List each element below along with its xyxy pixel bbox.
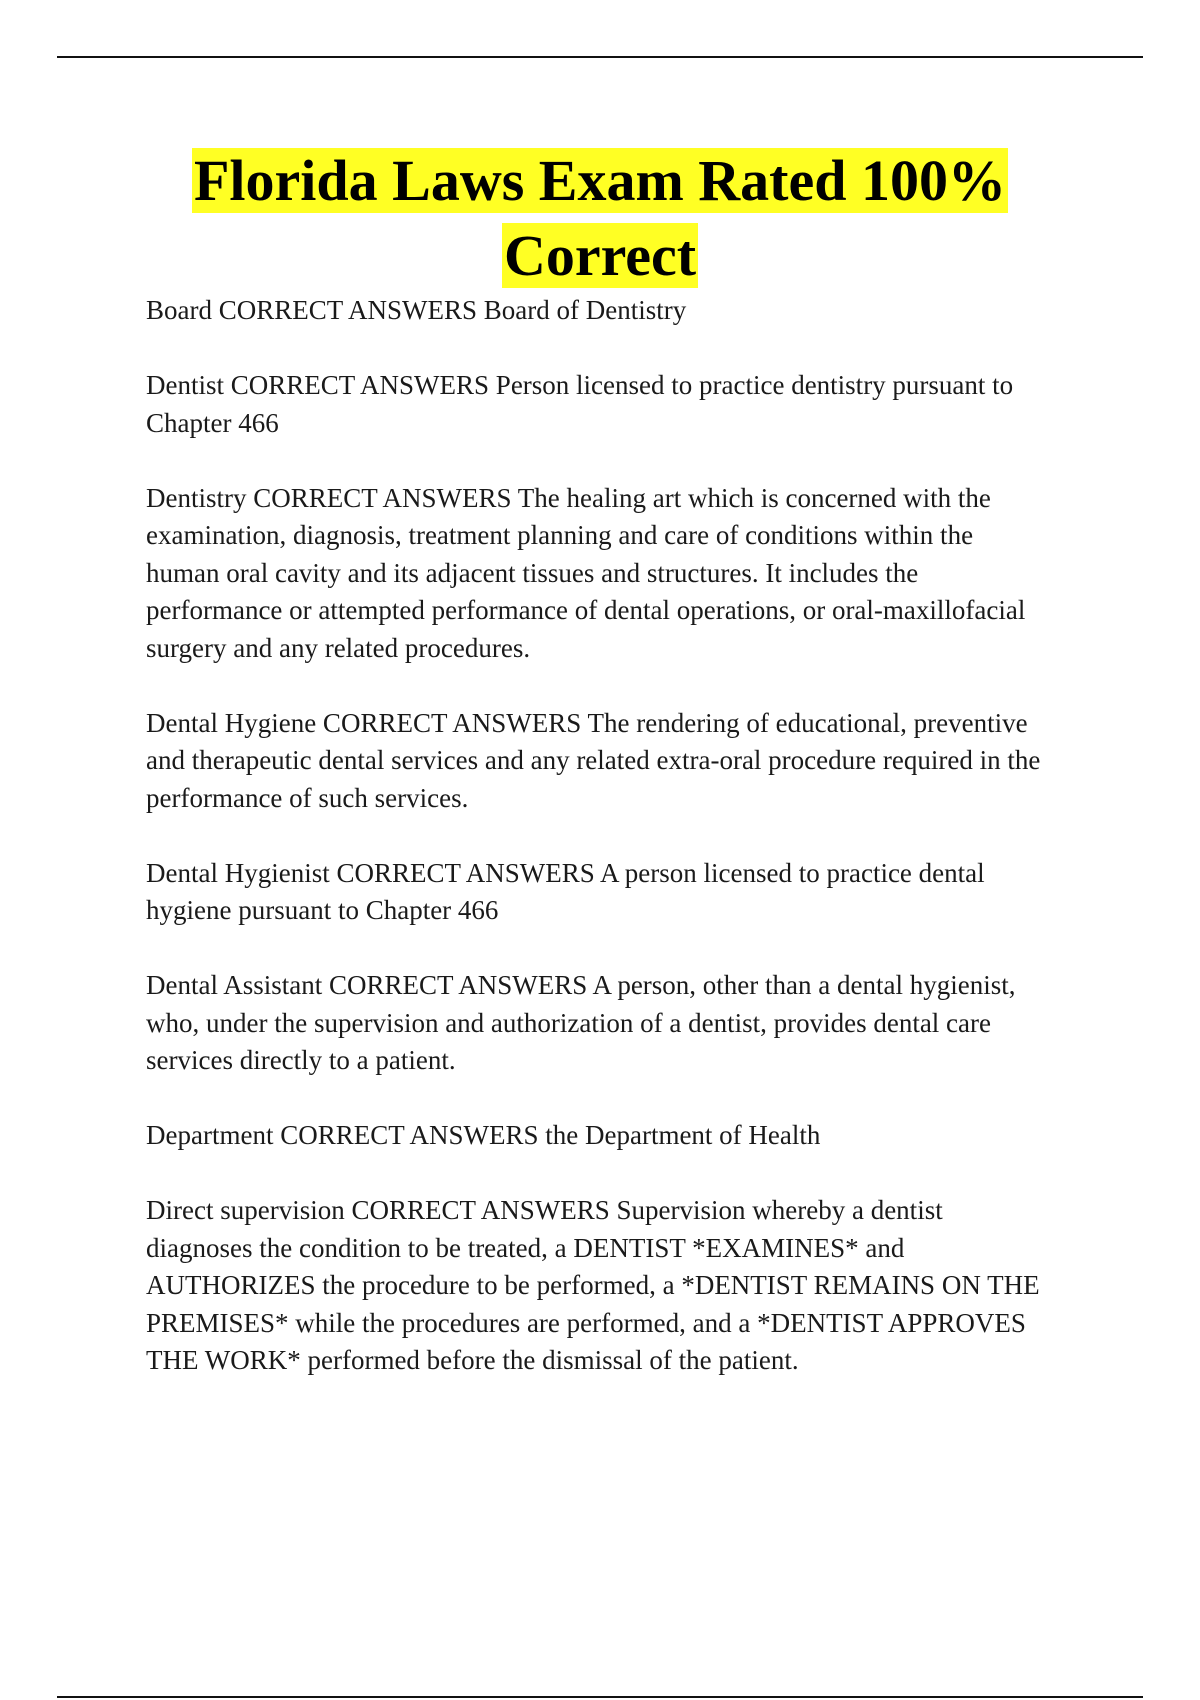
entry-dental-assistant: Dental Assistant CORRECT ANSWERS A person, other than a dental hygienist, who, under the supervision and authorization of a dentist, provides dental care services directly to a patient. (146, 970, 1016, 1075)
title-line-2: Correct (503, 223, 697, 288)
entry-department: Department CORRECT ANSWERS the Department of Health (146, 1120, 821, 1150)
entry-dentist: Dentist CORRECT ANSWERS Person licensed to practice dentistry pursuant to Chapter 466 (146, 370, 1014, 438)
entry-dental-hygienist: Dental Hygienist CORRECT ANSWERS A person licensed to practice dental hygiene pursuant to Chapter 466 (146, 857, 985, 925)
entry-dental-hygiene: Dental Hygiene CORRECT ANSWERS The rendering of educational, preventive and therapeutic dental services and any related extra-oral procedure required in the performance of such services. (146, 707, 1041, 813)
entry-direct-supervision: Direct supervision CORRECT ANSWERS Supervision whereby a dentist diagnoses the condition to be treated, a DENTIST *EXAMINES* and AUTHORIZES the procedure to be performed, a *DENTIST REMAINS ON THE PREMISES* while the procedures are performed, and a *DENTIST APPROVES THE WORK* performed before the dismissal of the patient. (146, 1195, 1040, 1375)
bottom-rule (57, 1696, 1143, 1698)
document-title (0, 143, 1200, 293)
document-body (146, 292, 1086, 1417)
entry-dentistry: Dentistry CORRECT ANSWERS The healing art which is concerned with the examination, diagnosis, treatment planning and care of conditions within the human oral cavity and its adjacent tissues and structures. It includes the performance or attempted performance of dental operations, or oral-maxillofacial surgery and any related procedures. (146, 482, 1026, 663)
title-line-1: Florida Laws Exam Rated 100% (194, 148, 1006, 213)
entry-board: Board CORRECT ANSWERS Board of Dentistry (146, 295, 687, 325)
top-rule (57, 56, 1143, 58)
